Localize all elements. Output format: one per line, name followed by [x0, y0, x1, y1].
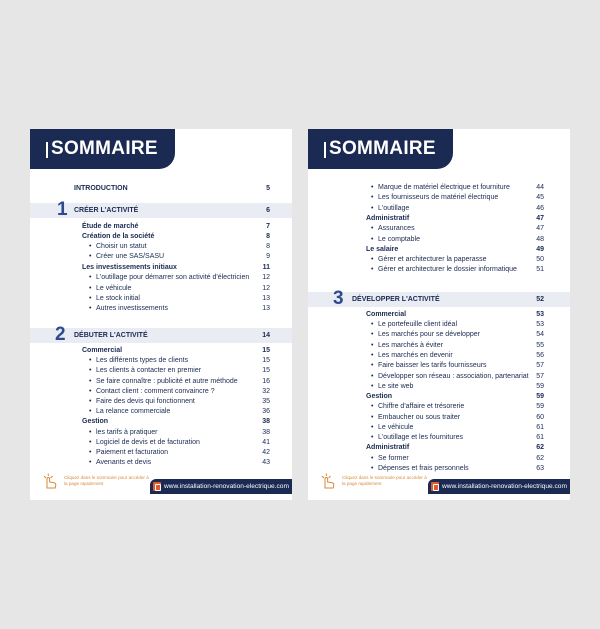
- toc-item[interactable]: • Dépenses et frais personnels 63: [378, 464, 544, 474]
- title-banner: [308, 129, 453, 169]
- toc-heading[interactable]: Commercial 53: [366, 311, 544, 318]
- title-banner: [30, 129, 175, 169]
- toc-page-right: [308, 129, 570, 500]
- toc-item[interactable]: • Contact client : comment convaincre ? 32: [96, 387, 270, 397]
- website-link[interactable]: [428, 479, 570, 494]
- toc-section-introduction[interactable]: [74, 184, 270, 194]
- toc-item[interactable]: • Développer son réseau : association, partenariat 57: [378, 372, 544, 382]
- toc-item[interactable]: • Les marchés à éviter 55: [378, 341, 544, 351]
- toc-item[interactable]: • Choisir un statut 8: [96, 242, 270, 252]
- section-label: DÉBUTER L'ACTIVITÉ: [74, 332, 148, 339]
- banner-accent-bar: [46, 142, 48, 158]
- toc-heading[interactable]: Création de la société 8: [82, 233, 270, 240]
- toc-item[interactable]: • L'outillage et les fournitures 61: [378, 433, 544, 443]
- website-url: www.installation-renovation-electrique.com: [164, 483, 289, 490]
- toc-heading[interactable]: Commercial 15: [82, 347, 270, 354]
- toc-item[interactable]: • Les clients à contacter en premier 15: [96, 366, 270, 376]
- toc-item[interactable]: • L'outillage pour démarrer son activité d'électricien 12: [96, 273, 270, 283]
- toc-item[interactable]: • Assurances 47: [378, 224, 544, 234]
- toc-item[interactable]: • Les marchés en devenir 56: [378, 351, 544, 361]
- toc-item[interactable]: • La relance commerciale 36: [96, 407, 270, 417]
- hand-pointer-icon: [40, 472, 60, 490]
- website-url: www.installation-renovation-electrique.com: [442, 483, 567, 490]
- toc-item[interactable]: • Faire des devis qui fonctionnent 35: [96, 397, 270, 407]
- toc-heading[interactable]: Administratif 62: [366, 444, 544, 451]
- section-number: 1: [57, 199, 68, 220]
- page-title: SOMMAIRE: [329, 138, 436, 159]
- toc-item[interactable]: • Les fournisseurs de matériel électrique 45: [378, 193, 544, 203]
- toc-item[interactable]: • Le site web 59: [378, 382, 544, 392]
- toc-item[interactable]: • Le stock initial 13: [96, 294, 270, 304]
- section-label: CRÉER L'ACTIVITÉ: [74, 207, 139, 214]
- toc-item[interactable]: • Paiement et facturation 42: [96, 448, 270, 458]
- pdf-icon: [153, 482, 161, 491]
- toc-item[interactable]: • Marque de matériel électrique et fourniture 44: [378, 183, 544, 193]
- click-hint: [40, 472, 150, 492]
- toc-item[interactable]: • Gérer et architecturer la paperasse 50: [378, 255, 544, 265]
- toc-item[interactable]: • Chiffre d'affaire et trésorerie 59: [378, 402, 544, 412]
- toc-item[interactable]: • Logiciel de devis et de facturation 41: [96, 438, 270, 448]
- toc-section-3[interactable]: [352, 295, 544, 305]
- section-page: 52: [536, 296, 544, 303]
- toc-heading[interactable]: Les investissements initiaux 11: [82, 264, 270, 271]
- hint-text: Cliquez dans le sommaire pour accéder à la page rapidement: [64, 475, 149, 486]
- section-number: 2: [55, 324, 66, 345]
- banner-accent-bar: [324, 142, 326, 158]
- toc-item[interactable]: • Le véhicule 61: [378, 423, 544, 433]
- section-page: 14: [262, 332, 270, 339]
- toc-item[interactable]: • Le véhicule 12: [96, 284, 270, 294]
- section-label: DÉVELOPPER L'ACTIVITÉ: [352, 296, 440, 303]
- toc-item[interactable]: • Faire baisser les tarifs fournisseurs 57: [378, 361, 544, 371]
- toc-section-1[interactable]: [74, 206, 270, 216]
- section-page: 6: [266, 207, 270, 214]
- hand-pointer-icon: [318, 472, 338, 490]
- website-link[interactable]: [150, 479, 292, 494]
- click-hint: [318, 472, 428, 492]
- toc-heading[interactable]: Administratif 47: [366, 215, 544, 222]
- section-number: 3: [333, 288, 344, 309]
- toc-heading[interactable]: Gestion 59: [366, 393, 544, 400]
- toc-page-left: [30, 129, 292, 500]
- toc-item[interactable]: • L'outillage 46: [378, 204, 544, 214]
- toc-item[interactable]: • Gérer et architecturer le dossier informatique 51: [378, 265, 544, 275]
- toc-item[interactable]: • Les différents types de clients 15: [96, 356, 270, 366]
- toc-item[interactable]: • Embaucher ou sous traiter 60: [378, 413, 544, 423]
- toc-item[interactable]: • Le portefeuille client idéal 53: [378, 320, 544, 330]
- hint-text: Cliquez dans le sommaire pour accéder à la page rapidement: [342, 475, 427, 486]
- section-label: INTRODUCTION: [74, 185, 128, 192]
- pdf-icon: [431, 482, 439, 491]
- toc-item[interactable]: • Autres investissements 13: [96, 304, 270, 314]
- toc-item[interactable]: • Le comptable 48: [378, 235, 544, 245]
- toc-section-2[interactable]: [74, 331, 270, 341]
- page-title: SOMMAIRE: [51, 138, 158, 159]
- toc-item[interactable]: • Créer une SAS/SASU 9: [96, 252, 270, 262]
- toc-heading[interactable]: Le salaire 49: [366, 246, 544, 253]
- toc-item[interactable]: • Se faire connaître : publicité et autre méthode 16: [96, 377, 270, 387]
- toc-item[interactable]: • Avenants et devis 43: [96, 458, 270, 468]
- toc-item[interactable]: • Se former 62: [378, 454, 544, 464]
- toc-item[interactable]: • Les marchés pour se développer 54: [378, 330, 544, 340]
- toc-item[interactable]: • les tarifs à pratiquer 38: [96, 428, 270, 438]
- toc-heading[interactable]: Étude de marché 7: [82, 223, 270, 230]
- section-page: 5: [266, 185, 270, 192]
- toc-heading[interactable]: Gestion 38: [82, 418, 270, 425]
